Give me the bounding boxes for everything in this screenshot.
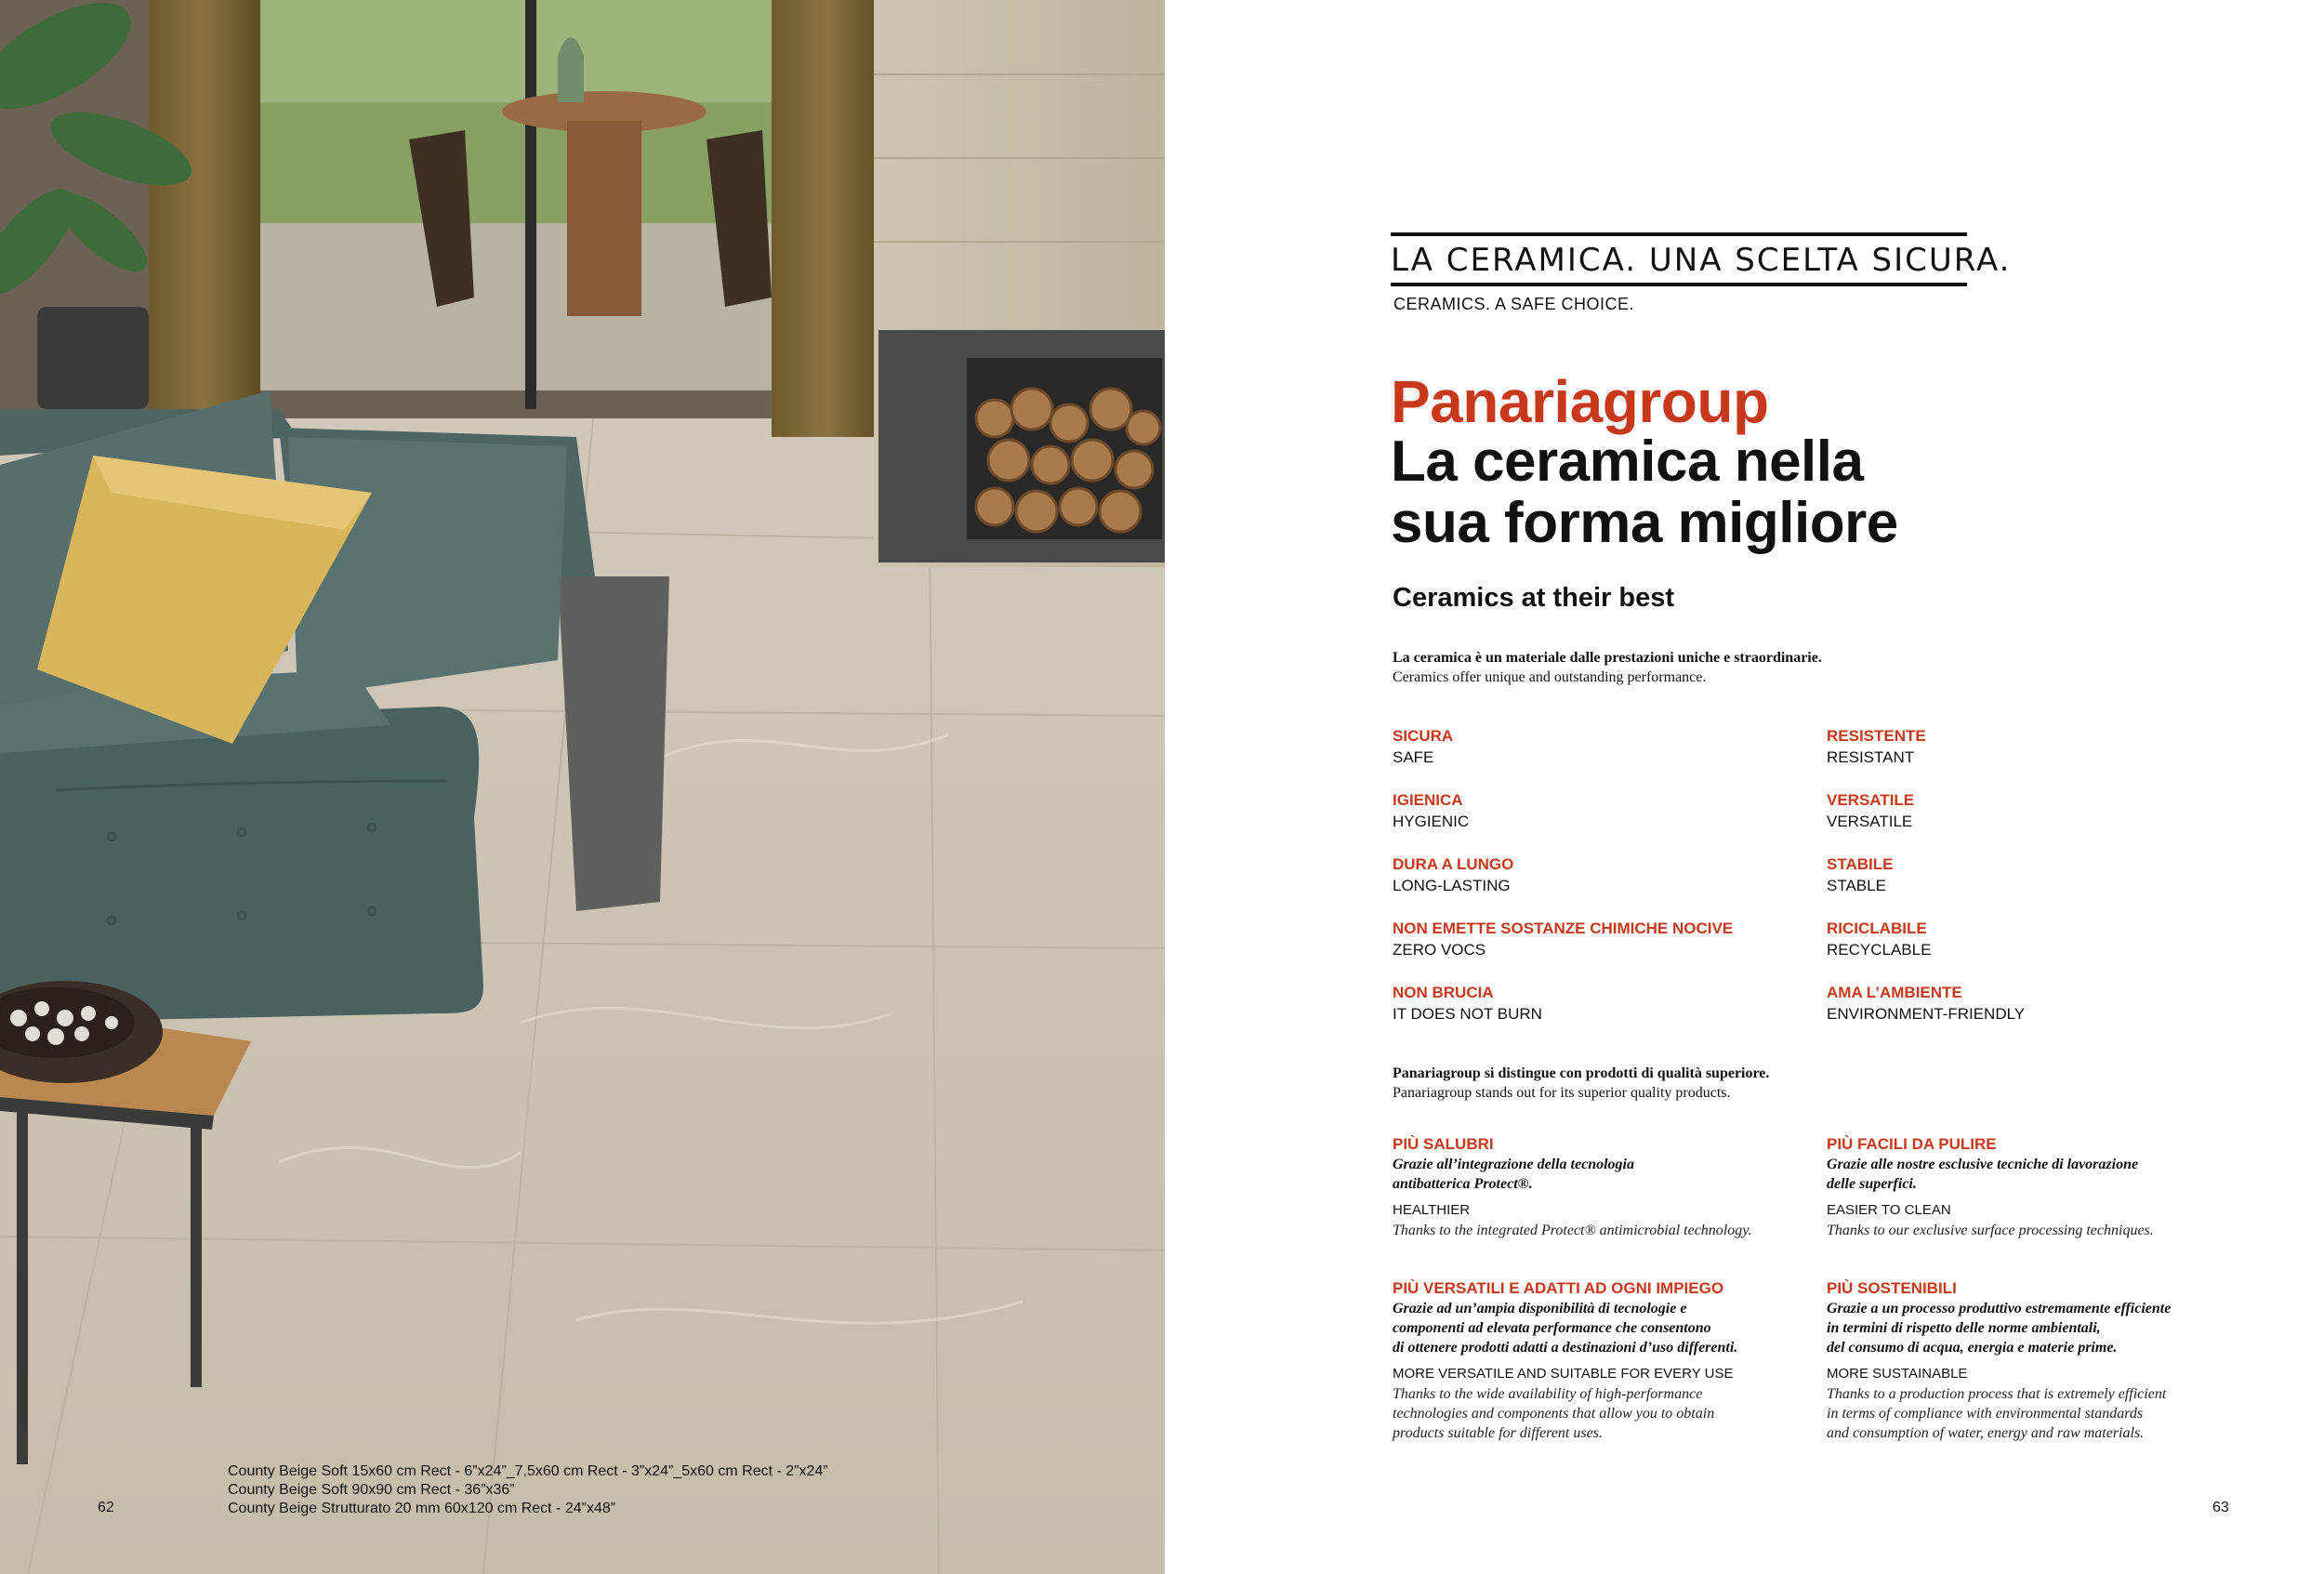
feature-item xyxy=(1827,918,1931,960)
benefit-italian-line: del consumo di acqua, energia e materie prime. xyxy=(1827,1340,2118,1356)
benefit-english-line: products suitable for different uses. xyxy=(1393,1425,1603,1441)
subheadline: Ceramics at their best xyxy=(1393,583,1675,613)
benefit-italian-line: Grazie alle nostre esclusive tecniche di lavorazione xyxy=(1827,1157,2139,1172)
feature-item xyxy=(1827,982,2025,1025)
feature-item xyxy=(1393,918,1733,960)
feature-english: HYGIENIC xyxy=(1393,813,1470,830)
feature-title: RICICLABILE xyxy=(1827,919,1927,937)
benefit-italian-line: Grazie all’integrazione della tecnologia xyxy=(1393,1157,1634,1172)
feature-item xyxy=(1393,725,1453,768)
feature-title: IGIENICA xyxy=(1393,791,1463,809)
benefit-title: PIÙ SALUBRI xyxy=(1393,1135,1494,1153)
page-number-left: 62 xyxy=(98,1500,114,1515)
feature-item xyxy=(1393,853,1513,896)
right-page xyxy=(1165,0,2324,1574)
benefit-english-line: Thanks to the integrated Protect® antimicrobial technology. xyxy=(1393,1223,1752,1238)
feature-english: STABLE xyxy=(1827,877,1886,894)
quality-paragraph xyxy=(1393,1064,1769,1103)
benefit-english-line: and consumption of water, energy and raw materials. xyxy=(1827,1425,2145,1441)
benefit-title: PIÙ SOSTENIBILI xyxy=(1827,1279,1957,1297)
benefit-italian-line: di ottenere prodotti adatti a destinazioni d’uso differenti. xyxy=(1393,1340,1738,1356)
feature-english: RESISTANT xyxy=(1827,748,1915,766)
benefit-italian-line: in termini di rispetto delle norme ambientali, xyxy=(1827,1320,2101,1336)
caption-line: County Beige Soft 90x90 cm Rect - 36”x36” xyxy=(228,1482,515,1498)
headline-line: sua forma migliore xyxy=(1391,491,1898,555)
benefit-english-line: Thanks to a production process that is extremely efficient xyxy=(1827,1386,2167,1402)
benefit-english-line: Thanks to the wide availability of high-performance xyxy=(1393,1386,1703,1402)
feature-item xyxy=(1393,982,1542,1025)
benefit-english-line: in terms of compliance with environmental standards xyxy=(1827,1406,2144,1422)
benefit-italian-line: antibatterica Protect®. xyxy=(1393,1176,1533,1192)
benefit-block xyxy=(1827,1134,2236,1240)
feature-title: VERSATILE xyxy=(1827,791,1915,809)
feature-english: ENVIRONMENT-FRIENDLY xyxy=(1827,1005,2026,1023)
feature-english: ZERO VOCS xyxy=(1393,941,1486,959)
benefit-english-title: HEALTHIER xyxy=(1393,1202,1471,1218)
feature-item xyxy=(1827,725,1926,768)
benefit-english-line: Thanks to our exclusive surface processing techniques. xyxy=(1827,1223,2154,1238)
feature-title: STABILE xyxy=(1827,855,1894,873)
quality-english: Panariagroup stands out for its superior quality products. xyxy=(1393,1085,1731,1101)
benefit-block xyxy=(1827,1278,2264,1443)
intro-english: Ceramics offer unique and outstanding performance. xyxy=(1393,669,1707,685)
feature-english: LONG-LASTING xyxy=(1393,877,1511,894)
feature-title: NON EMETTE SOSTANZE CHIMICHE NOCIVE xyxy=(1393,919,1734,937)
benefit-english-title: EASIER TO CLEAN xyxy=(1827,1202,1951,1218)
feature-english: RECYCLABLE xyxy=(1827,941,1932,959)
feature-title: DURA A LUNGO xyxy=(1393,855,1514,873)
caption-line: County Beige Soft 15x60 cm Rect - 6”x24”_7,5x60 cm Rect - 3”x24”_5x60 cm Rect - 2”x24” xyxy=(228,1463,828,1479)
feature-item xyxy=(1827,789,1914,832)
feature-item xyxy=(1393,789,1469,832)
benefit-italian-line: Grazie a un processo produttivo estremamente efficiente xyxy=(1827,1301,2172,1316)
section-kicker-subtitle: CERAMICS. A SAFE CHOICE. xyxy=(1393,295,1635,313)
benefit-english-line: technologies and components that allow you to obtain xyxy=(1393,1406,1715,1422)
feature-title: AMA L’AMBIENTE xyxy=(1827,984,1962,1001)
benefit-title: PIÙ FACILI DA PULIRE xyxy=(1827,1135,1997,1153)
intro-italian: La ceramica è un materiale dalle prestazioni uniche e straordinarie. xyxy=(1393,650,1822,666)
quality-italian: Panariagroup si distingue con prodotti di qualità superiore. xyxy=(1393,1065,1770,1081)
benefit-block xyxy=(1393,1278,1802,1443)
feature-english: IT DOES NOT BURN xyxy=(1393,1005,1542,1023)
section-kicker: LA CERAMICA. UNA SCELTA SICURA. xyxy=(1391,232,1967,286)
feature-english: SAFE xyxy=(1393,748,1434,766)
benefit-italian-line: delle superfici. xyxy=(1827,1176,1917,1192)
benefit-italian-line: componenti ad elevata performance che consentono xyxy=(1393,1320,1711,1336)
brand-title: Panariagroup xyxy=(1391,368,1769,435)
benefit-english-title: MORE SUSTAINABLE xyxy=(1827,1366,1968,1382)
feature-title: NON BRUCIA xyxy=(1393,984,1494,1001)
benefit-italian-line: Grazie ad un’ampia disponibilità di tecnologie e xyxy=(1393,1301,1687,1316)
page-number-right: 63 xyxy=(2212,1500,2229,1515)
photo-caption xyxy=(228,1462,828,1518)
caption-line: County Beige Strutturato 20 mm 60x120 cm Rect - 24”x48” xyxy=(228,1501,616,1516)
benefit-english-title: MORE VERSATILE AND SUITABLE FOR EVERY USE xyxy=(1393,1366,1734,1382)
feature-english: VERSATILE xyxy=(1827,813,1913,830)
headline-line: La ceramica nella xyxy=(1391,430,1864,494)
benefit-title: PIÙ VERSATILI E ADATTI AD OGNI IMPIEGO xyxy=(1393,1279,1724,1297)
feature-item xyxy=(1827,853,1893,896)
benefit-block xyxy=(1393,1134,1802,1240)
headline xyxy=(1391,431,1898,554)
feature-title: RESISTENTE xyxy=(1827,727,1926,745)
intro-paragraph xyxy=(1393,648,1822,687)
feature-title: SICURA xyxy=(1393,727,1454,745)
